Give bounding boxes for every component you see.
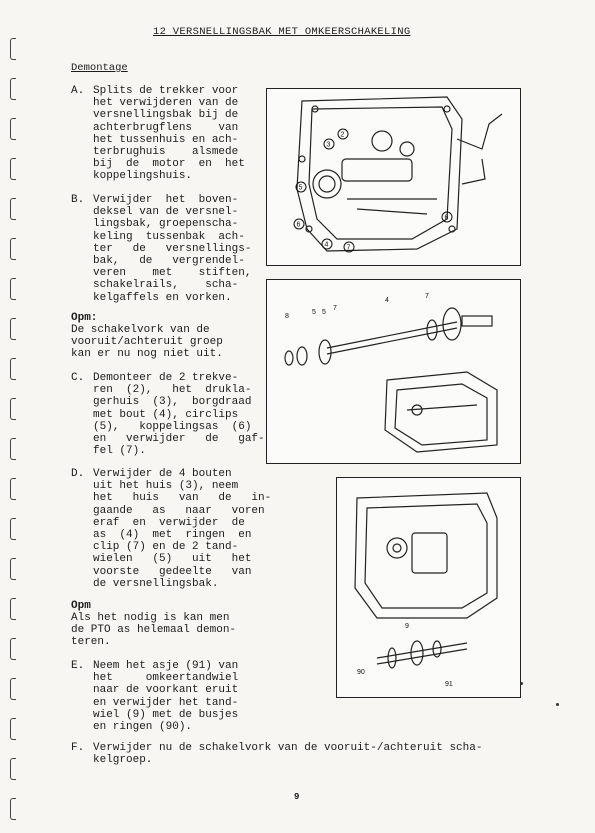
fig3-label: 9 <box>405 623 409 630</box>
figure-reverse-gear-drawing <box>337 478 520 697</box>
figure-input-shaft <box>266 279 521 464</box>
fig1-label: 3 <box>326 141 331 149</box>
step-b-text: Verwijder het boven- deksel van de versnel- lingsbak, groepenscha- keling tussenbak ach- ter de versnellings- bak, de vergrendel- veren met stiften, schakelrails, scha- kelgaffels en vorken. <box>93 194 252 304</box>
figure-reverse-gear <box>336 477 521 698</box>
page-header: 12 VERSNELLINGSBAK MET OMKEERSCHAKELING <box>153 26 411 38</box>
section-title: Demontage <box>71 62 128 74</box>
step-f-text: Verwijder nu de schakelvork van de vooruit-/achteruit scha- kelgroep. <box>93 742 483 767</box>
figure-input-shaft-drawing <box>267 280 520 463</box>
step-a-letter: A. <box>71 85 85 97</box>
step-a-text: Splits de trekker voor het verwijderen van de versnellingsbak bij de achterbrugflens van het tussenhuis en ach- terbrughuis alsmede bij de motor en het koppelingshuis. <box>93 85 245 183</box>
note-2-text: Als het nodig is kan men de PTO as helemaal demon- teren. <box>71 612 237 649</box>
fig1-label: 6 <box>296 221 301 229</box>
fig1-label: 4 <box>324 241 329 249</box>
figure-gearbox-housing-drawing <box>267 89 520 265</box>
step-d-text: Verwijder de 4 bouten uit het huis (3), neem het huis van de in- gaande as naar voren eraf en verwijder de as (4) met ringen en clip (7) en de 2 tand- wielen (5) uit het voorste gedeelte van de versnellingsbak. <box>93 468 272 590</box>
note-1-text: De schakelvork van de vooruit/achteruit groep kan er nu nog niet uit. <box>71 324 223 361</box>
page-number: 9 <box>294 792 300 802</box>
step-d-letter: D. <box>71 468 85 480</box>
figure-gearbox-housing <box>266 88 521 266</box>
fig2-label: 7 <box>333 305 337 312</box>
fig3-label: 91 <box>445 681 453 688</box>
step-b-letter: B. <box>71 194 85 206</box>
step-e-text: Neem het asje (91) van het omkeertandwiel naar de voorkant eruit en verwijder het tand- wiel (9) met de busjes en ringen (90). <box>93 660 239 734</box>
fig1-label: 5 <box>298 184 303 192</box>
step-e-letter: E. <box>71 660 85 672</box>
fig1-label: 2 <box>340 131 345 139</box>
step-f-letter: F. <box>71 742 85 754</box>
fig2-label: 8 <box>285 313 289 320</box>
note-2-heading: Opm <box>71 600 91 612</box>
fig2-label: 5 <box>312 309 316 316</box>
step-c-letter: C. <box>71 372 85 384</box>
paper-speck <box>520 682 523 685</box>
fig2-label: 4 <box>385 297 389 304</box>
paper-speck <box>556 703 559 706</box>
fig2-label: 7 <box>425 293 429 300</box>
fig1-label: 7 <box>346 244 351 252</box>
note-1-heading: Opm: <box>71 312 98 324</box>
step-c-text: Demonteer de 2 trekve- ren (2), het druklа- gerhuis (3), borgdraad met bout (4), circlips (5), koppelingsas (6) en verwijder de gaf- fel (7). <box>93 372 265 458</box>
fig3-label: 90 <box>357 669 365 676</box>
fig1-label: 6 <box>444 214 449 222</box>
fig2-label: 5 <box>322 309 326 316</box>
